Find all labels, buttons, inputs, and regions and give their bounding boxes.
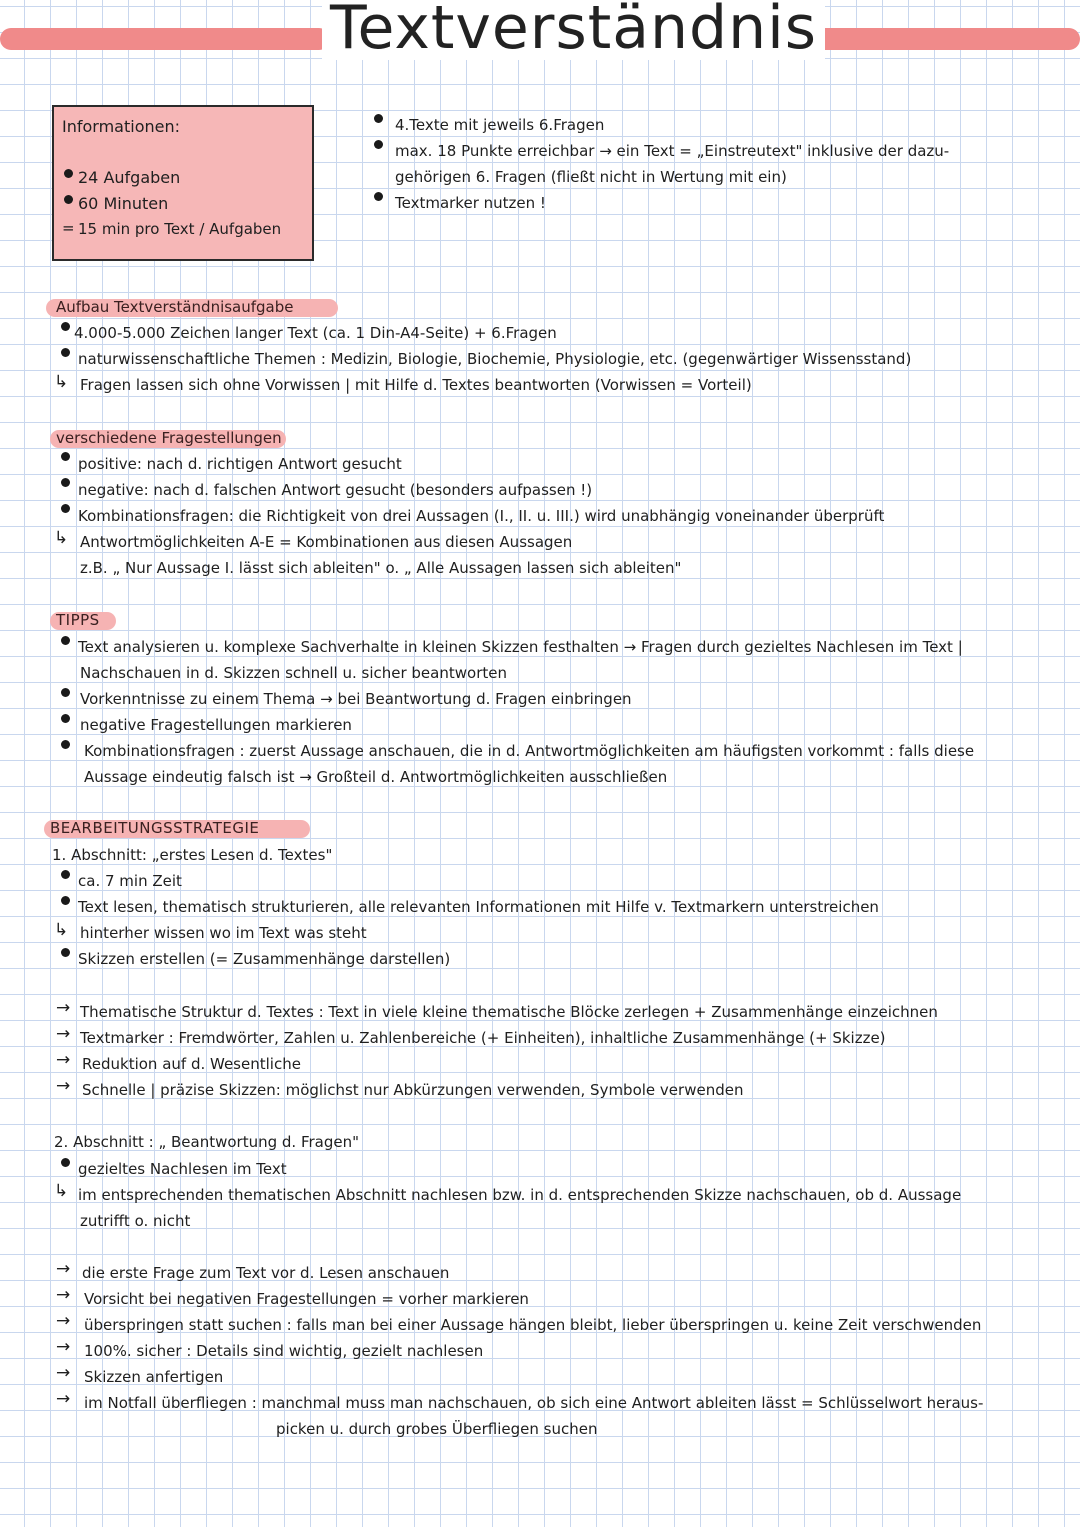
fragen-line: negative: nach d. falschen Antwort gesucht (besonders aufpassen !) [78, 481, 593, 499]
info-result: 15 min pro Text / Aufgaben [78, 220, 282, 238]
bullet-icon [61, 688, 70, 697]
aufbau-line: 4.000-5.000 Zeichen langer Text (ca. 1 Din-A4-Seite) + 6.Fragen [74, 324, 557, 342]
strategie-part2-line: gezieltes Nachlesen im Text [78, 1160, 287, 1178]
tipps-line: Aussage eindeutig falsch ist → Großteil d. Antwortmöglichkeiten ausschließen [84, 768, 668, 786]
turn-arrow-icon: ↳ [54, 1181, 69, 1201]
bullet-icon [61, 636, 70, 645]
fragen-line: Antwortmöglichkeiten A-E = Kombinationen aus diesen Aussagen [80, 533, 573, 551]
info-box [52, 105, 314, 261]
bullet-icon [61, 896, 70, 905]
arrow-icon: → [56, 1363, 71, 1383]
strategie-part2-arrow: im Notfall überfliegen : manchmal muss man nachschauen, ob sich eine Antwort ableiten lässt = Schlüsselwort heraus- [84, 1394, 984, 1412]
page-title: Textverständnis [322, 0, 825, 60]
strategie-part1-arrow: Schnelle | präzise Skizzen: möglichst nur Abkürzungen verwenden, Symbole verwenden [82, 1081, 744, 1099]
tipps-line: negative Fragestellungen markieren [80, 716, 352, 734]
arrow-icon: → [56, 1050, 71, 1070]
strategie-part1-arrow: Thematische Struktur d. Textes : Text in viele kleine thematische Blöcke zerlegen + Zusammenhänge einzeichnen [80, 1003, 938, 1021]
strategie-part2-line: zutrifft o. nicht [80, 1212, 191, 1230]
arrow-icon: → [56, 1337, 71, 1357]
bullet-icon [61, 478, 70, 487]
arrow-icon: → [56, 1259, 71, 1279]
fragen-line: z.B. „ Nur Aussage I. lässt sich ableiten" o. „ Alle Aussagen lassen sich ableiten" [80, 559, 682, 577]
bullet-icon [374, 140, 383, 149]
arrow-icon: → [56, 1311, 71, 1331]
strategie-part2-line: im entsprechenden thematischen Abschnitt nachlesen bzw. in d. entsprechenden Skizze nachschauen, ob d. Aussage [78, 1186, 962, 1204]
bullet-icon [374, 192, 383, 201]
bullet-icon [61, 504, 70, 513]
info-item: 60 Minuten [78, 194, 169, 213]
section-heading-fragen: verschiedene Fragestellungen [56, 429, 282, 447]
bullet-icon [61, 948, 70, 957]
intro-point: gehörigen 6. Fragen (fließt nicht in Wertung mit ein) [395, 168, 787, 186]
tipps-line: Nachschauen in d. Skizzen schnell u. sicher beantworten [80, 664, 507, 682]
bullet-icon [61, 740, 70, 749]
strategie-part2-arrow: die erste Frage zum Text vor d. Lesen anschauen [82, 1264, 450, 1282]
strategie-part1-line: hinterher wissen wo im Text was steht [80, 924, 367, 942]
arrow-icon: → [56, 1024, 71, 1044]
strategie-part1-line: Skizzen erstellen (= Zusammenhänge darstellen) [78, 950, 451, 968]
bullet-icon [61, 714, 70, 723]
fragen-line: positive: nach d. richtigen Antwort gesucht [78, 455, 402, 473]
bullet-icon [61, 1158, 70, 1167]
turn-arrow-icon: ↳ [54, 372, 69, 392]
section-heading-tipps: TIPPS [56, 611, 100, 629]
section-heading-aufbau: Aufbau Textverständnisaufgabe [56, 298, 294, 316]
bullet-icon [61, 348, 70, 357]
turn-arrow-icon: ↳ [54, 920, 69, 940]
bullet-icon [64, 195, 73, 204]
arrow-icon: → [56, 998, 71, 1018]
strategie-part2-arrow: picken u. durch grobes Überfliegen suchen [276, 1420, 598, 1438]
strategie-part1-arrow: Textmarker : Fremdwörter, Zahlen u. Zahlenbereiche (+ Einheiten), inhaltliche Zusammenhänge (+ Skizze) [80, 1029, 886, 1047]
strategie-part2-heading: 2. Abschnitt : „ Beantwortung d. Fragen" [54, 1133, 360, 1151]
strategie-part2-arrow: Vorsicht bei negativen Fragestellungen = vorher markieren [84, 1290, 529, 1308]
intro-point: Textmarker nutzen ! [395, 194, 546, 212]
title-bar-left [0, 28, 330, 50]
strategie-part2-arrow: 100%. sicher : Details sind wichtig, gezielt nachlesen [84, 1342, 484, 1360]
bullet-icon [61, 322, 70, 331]
strategie-part2-arrow: Skizzen anfertigen [84, 1368, 224, 1386]
tipps-line: Text analysieren u. komplexe Sachverhalte in kleinen Skizzen festhalten → Fragen durch gezieltes Nachlesen im Text | [78, 638, 963, 656]
strategie-part1-line: ca. 7 min Zeit [78, 872, 182, 890]
strategie-part2-arrow: überspringen statt suchen : falls man bei einer Aussage hängen bleibt, lieber überspringen u. keine Zeit verschwenden [84, 1316, 982, 1334]
strategie-part1-arrow: Reduktion auf d. Wesentliche [82, 1055, 301, 1073]
bullet-icon [64, 169, 73, 178]
strategie-part1-line: Text lesen, thematisch strukturieren, alle relevanten Informationen mit Hilfe v. Textmarkern unterstreichen [78, 898, 879, 916]
intro-point: max. 18 Punkte erreichbar → ein Text = „Einstreutext" inklusive der dazu- [395, 142, 950, 160]
arrow-icon: → [56, 1389, 71, 1409]
turn-arrow-icon: ↳ [54, 528, 69, 548]
section-heading-strategie: BEARBEITUNGSSTRATEGIE [50, 819, 260, 837]
tipps-line: Kombinationsfragen : zuerst Aussage anschauen, die in d. Antwortmöglichkeiten am häufigsten vorkommt : falls diese [84, 742, 975, 760]
aufbau-line: naturwissenschaftliche Themen : Medizin, Biologie, Biochemie, Physiologie, etc. (gegenwärtiger Wissensstand) [78, 350, 912, 368]
aufbau-line: Fragen lassen sich ohne Vorwissen | mit Hilfe d. Textes beantworten (Vorwissen = Vorteil) [80, 376, 752, 394]
bullet-icon [374, 114, 383, 123]
fragen-line: Kombinationsfragen: die Richtigkeit von drei Aussagen (I., II. u. III.) wird unabhängig voneinander überprüft [78, 507, 885, 525]
equals-icon: = [62, 219, 75, 237]
info-heading: Informationen: [62, 117, 180, 136]
bullet-icon [61, 870, 70, 879]
intro-point: 4.Texte mit jeweils 6.Fragen [395, 116, 605, 134]
info-item: 24 Aufgaben [78, 168, 181, 187]
arrow-icon: → [56, 1285, 71, 1305]
strategie-part1-heading: 1. Abschnitt: „erstes Lesen d. Textes" [52, 846, 333, 864]
tipps-line: Vorkenntnisse zu einem Thema → bei Beantwortung d. Fragen einbringen [80, 690, 632, 708]
arrow-icon: → [56, 1076, 71, 1096]
bullet-icon [61, 452, 70, 461]
